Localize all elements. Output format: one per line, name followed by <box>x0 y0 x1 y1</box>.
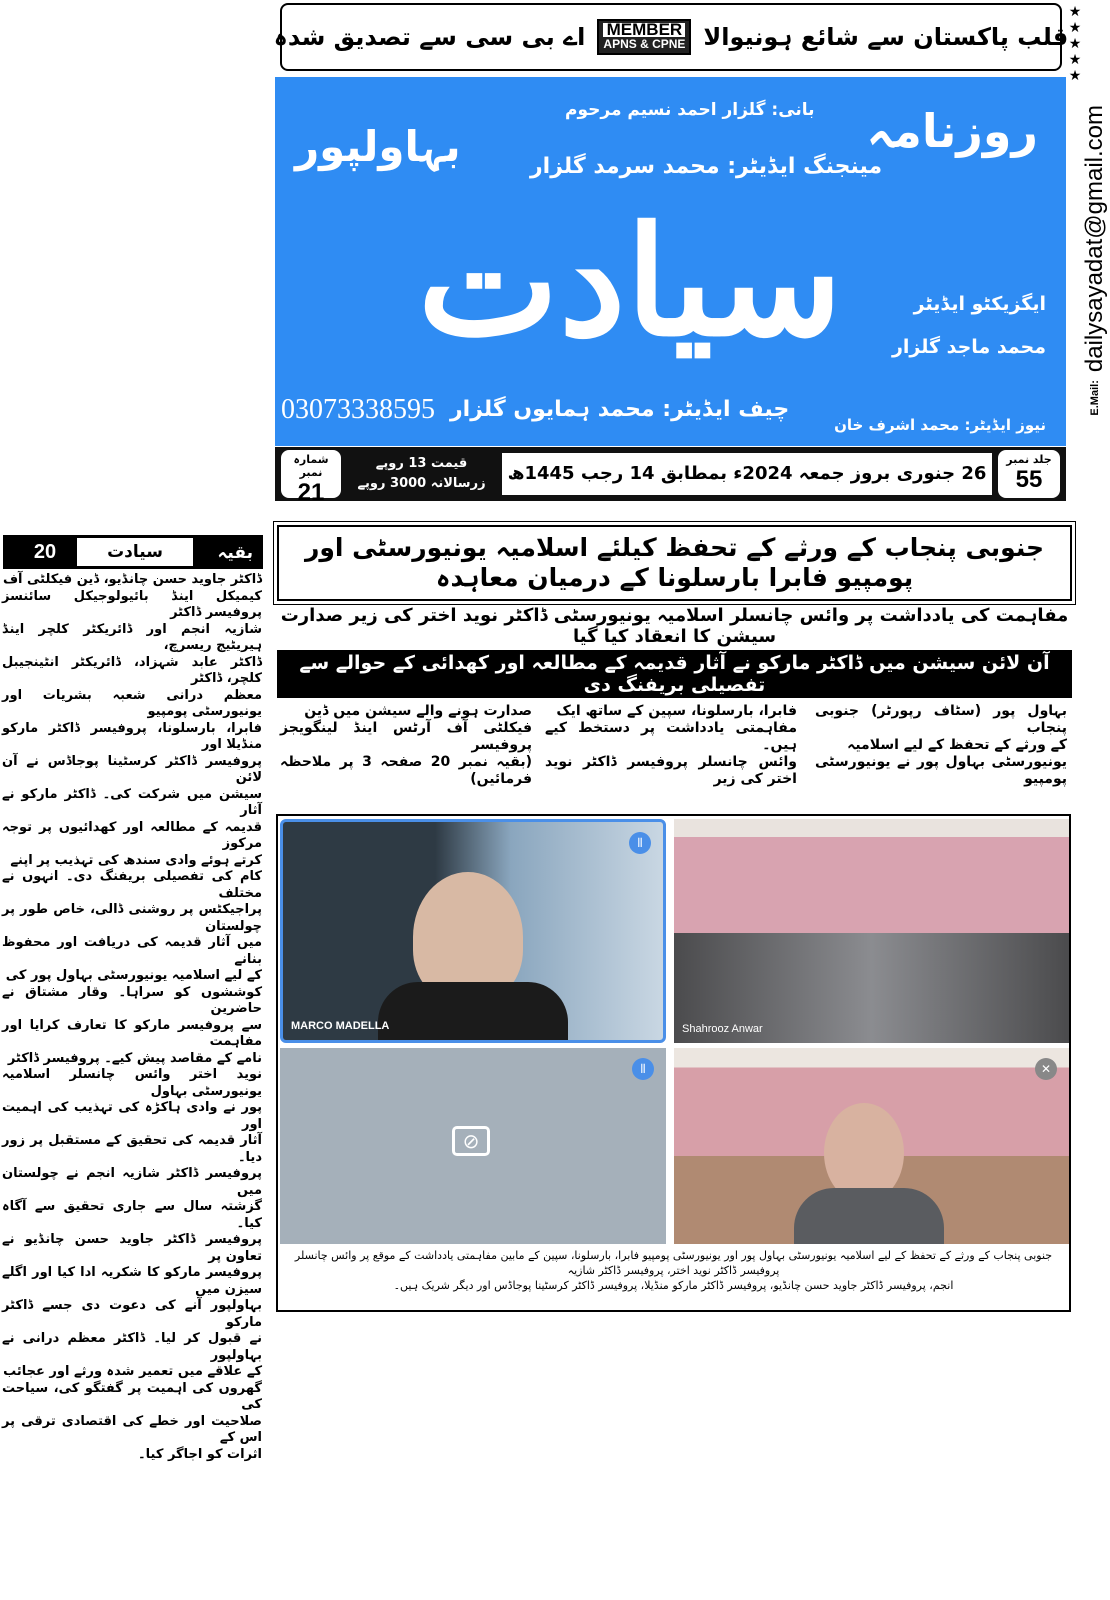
line: صدارت ہونے والے سیشن میں ڈین <box>304 703 532 719</box>
participant-name: MARCO MADELLA <box>291 1020 390 1032</box>
photo-marco <box>280 819 666 1043</box>
subheadline: مفاہمت کی یادداشت پر وائس چانسلر اسلامیہ یونیورسٹی ڈاکٹر نوید اختر کی زیر صدارت سیشن کا انعقاد کیا گیا <box>280 605 1069 647</box>
continued-line: کے علاقے میں تعمیر شدہ ورثے اور عجائب <box>3 1364 262 1379</box>
line: بہاول پور (سٹاف رپورٹر) جنوبی پنجاب <box>815 703 1067 736</box>
continued-line: پروفیسر مارکو کا شکریہ ادا کیا اور اگلے سیزن میں <box>2 1265 262 1297</box>
news-editor: نیوز ایڈیٹر: محمد اشرف خان <box>834 416 1046 434</box>
issue-box <box>281 450 341 506</box>
caption-line: جنوبی پنجاب کے ورثے کے تحفظ کے لیے اسلامیہ یونیورسٹی بہاول پور اور یونیورسٹی پومپیو فابرا، بارسلونا، سپین کے مابین مفاہمتی یادداشت کے موقع پر وائس چانسلر پروفیسر ڈاکٹر نوید اختر، پروفیسر ڈاکٹر شازیہ <box>294 1249 1053 1277</box>
managing-editor: مینجنگ ایڈیٹر: محمد سرمد گلزار <box>530 154 883 179</box>
article-column-3 <box>280 703 532 807</box>
date-text: 26 جنوری بروز جمعہ 2024ء بمطابق 14 رجب 1445ھ <box>502 453 992 495</box>
continued-line: کام کی تفصیلی بریفنگ دی۔ انہوں نے مختلف <box>2 869 262 901</box>
volume-box <box>998 450 1060 498</box>
annual-subscription: زرسالانہ 3000 روپے <box>357 476 486 491</box>
masthead <box>275 77 1066 446</box>
continued-line: کے لیے اسلامیہ یونیورسٹی بہاول پور کی <box>5 968 262 983</box>
article-column-2 <box>545 703 797 807</box>
photo-meeting <box>674 819 1069 1043</box>
masthead-prefix: روزنامہ <box>866 104 1038 158</box>
camera-off-icon: ⊘ <box>452 1126 490 1156</box>
continued-paper-name: سیادت <box>77 538 193 566</box>
continued-line: سے پروفیسر مارکو کا تعارف کرایا اور مفاہمت <box>2 1017 262 1049</box>
continued-line: ڈاکٹر عابد شہزاد، ڈائریکٹر انٹینجیبل کلچر، ڈاکٹر <box>2 654 262 686</box>
continued-line: گھروں کی اہمیت پر گفتگو کی، سیاحت کی <box>2 1380 262 1412</box>
continued-page-number: 20 <box>33 540 57 563</box>
continued-line: نوید اختر وائس چانسلر اسلامیہ یونیورسٹی بہاول <box>2 1067 262 1099</box>
caption-line: انجم، پروفیسر ڈاکٹر جاوید حسن چانڈیو، پروفیسر ڈاکٹر مارکو منڈیلا، پروفیسر ڈاکٹر کرسٹینا پوجاڈس اور دیگر شریک ہیں۔ <box>393 1279 954 1292</box>
line: کے ورثے کے تحفظ کے لیے اسلامیہ <box>847 737 1067 753</box>
email-address: dailysayadat@gmail.com <box>1081 104 1108 372</box>
continued-label: بقیہ <box>217 542 253 563</box>
line: (بقیہ نمبر 20 صفحہ 3 پر ملاحظہ فرمائیں) <box>280 754 532 787</box>
continued-line: نے قبول کر لیا۔ ڈاکٹر معظم درانی نے بہاولپور <box>2 1331 262 1363</box>
continued-line: اثرات کو اجاگر کیا۔ <box>138 1446 262 1462</box>
phone-number: 03073338595 <box>281 394 435 425</box>
email-vertical <box>1080 90 1110 430</box>
line: فابرا، بارسلونا، سپین کے ساتھ ایک <box>556 703 797 719</box>
continued-line: پروفیسر ڈاکٹر جاوید حسن چانڈیو نے تعاون پر <box>2 1232 262 1264</box>
continued-line: معظم درانی شعبہ بشریات اور یونیورسٹی پومپیو <box>2 687 262 719</box>
member-badge-line2: APNS & CPNE <box>603 37 686 51</box>
line: وائس چانسلر پروفیسر ڈاکٹر نوید اختر کی زیر <box>545 754 797 787</box>
audio-indicator-icon: ⦀ <box>632 1058 654 1080</box>
top-band-right-text: اے بی سی سے تصدیق شدہ <box>273 23 586 51</box>
issue-label: شمارہ نمبر <box>293 453 329 479</box>
executive-editor: محمد ماجد گلزار <box>891 336 1046 358</box>
continued-line: پروفیسر ڈاکٹر کرسٹینا پوجاڈس نے آن لائن <box>2 753 262 785</box>
member-badge <box>597 19 691 55</box>
continued-line: کوششوں کو سراہا۔ وقار مشتاق نے حاضرین <box>2 984 262 1016</box>
continued-line: آثار قدیمہ کی تحقیق کے مستقبل پر زور دیا۔ <box>2 1133 262 1165</box>
price-box <box>347 454 496 494</box>
volume-label: جلد نمبر <box>1006 453 1052 466</box>
person-body <box>794 1188 944 1244</box>
continued-line: ڈاکٹر جاوید حسن چانڈیو، ڈین فیکلٹی آف <box>2 572 262 587</box>
article-column-1 <box>815 703 1067 807</box>
continued-line: قدیمہ کے مطالعہ اور کھدائیوں پر توجہ مرکوز <box>2 819 262 851</box>
founder: بانی: گلزار احمد نسیم مرحوم <box>565 100 815 120</box>
camera-off-tile <box>280 1048 666 1244</box>
price: قیمت 13 روپے <box>375 456 468 471</box>
subheadline-banner-text: آن لائن سیشن میں ڈاکٹر مارکو نے آثار قدیمہ کے مطالعہ اور کھدائی کے حوالے سے تفصیلی بریفنگ دی <box>299 652 1050 696</box>
photo-participant <box>674 1048 1069 1244</box>
member-badge-line1: MEMBER <box>603 23 685 37</box>
continued-header <box>3 535 263 569</box>
continued-line: پور نے وادی ہاکڑہ کی تہذیب کی اہمیت اور <box>2 1100 262 1132</box>
date-bar <box>275 447 1066 506</box>
email-label: E.Mail: <box>1089 379 1101 416</box>
line: مفاہمتی یادداشت پر دستخط کیے ہیں۔ <box>545 720 797 753</box>
line: فیکلٹی آف آرٹس اینڈ لینگویجز پروفیسر <box>280 720 532 753</box>
continued-line: کرتے ہوئے وادی سندھ کی تہذیب پر اپنے <box>10 852 262 868</box>
continued-line: سیشن میں شرکت کی۔ ڈاکٹر مارکو نے آثار <box>2 786 262 818</box>
muted-mic-icon: ✕ <box>1035 1058 1057 1080</box>
subheadline-banner <box>277 650 1072 698</box>
continued-line: گزشتہ سال سے جاری تحقیق سے آگاہ کیا۔ <box>2 1199 262 1231</box>
line: یونیورسٹی بہاول پور نے یونیورسٹی پومپیو <box>815 754 1067 787</box>
photo-caption <box>286 1248 1061 1308</box>
masthead-city: بہاولپور <box>295 122 461 171</box>
stars-decoration: ★★★★★ <box>1068 4 1082 84</box>
participant-name: Shahrooz Anwar <box>682 1023 763 1035</box>
continued-column <box>2 572 262 1463</box>
continued-line: بہاولپور آنے کی دعوت دی جسے ڈاکٹر مارکو <box>2 1298 262 1330</box>
continued-line: پراجیکٹس پر روشنی ڈالی، خاص طور پر چولستان <box>2 902 262 934</box>
volume-number: 55 <box>1015 466 1043 493</box>
continued-line: شازیہ انجم اور ڈائریکٹر کلچر اینڈ ہیریٹیج ریسرچ، <box>2 621 262 653</box>
chief-editor: چیف ایڈیٹر: محمد ہمایوں گلزار <box>450 397 790 422</box>
photo-collage <box>276 814 1071 1312</box>
masthead-logo: سیادت <box>417 194 843 370</box>
continued-line: کیمیکل اینڈ بائیولوجیکل سائنسز پروفیسر ڈاکٹر <box>2 588 262 620</box>
top-band-left-text: قلب پاکستان سے شائع ہونیوالا <box>703 23 1069 51</box>
executive-editor-label: ایگزیکٹو ایڈیٹر <box>913 293 1046 315</box>
continued-line: نامے کے مقاصد پیش کیے۔ پروفیسر ڈاکٹر <box>7 1050 262 1066</box>
headline: جنوبی پنجاب کے ورثے کے تحفظ کیلئے اسلامیہ یونیورسٹی اور پومپیو فابرا بارسلونا کے درمیان معاہدہ <box>277 525 1072 601</box>
person-body <box>378 982 568 1043</box>
audio-indicator-icon: ⦀ <box>629 832 651 854</box>
top-band <box>273 3 1069 71</box>
continued-line: صلاحیت اور خطے کی اقتصادی ترقی پر اس کے <box>2 1413 262 1445</box>
continued-line: پروفیسر ڈاکٹر شازیہ انجم نے چولستان میں <box>2 1166 262 1198</box>
continued-line: میں آثار قدیمہ کی دریافت اور محفوظ بنانے <box>2 935 262 967</box>
issue-number: 21 <box>297 479 325 506</box>
continued-line: فابرا، بارسلونا، پروفیسر ڈاکٹر مارکو منڈیلا اور <box>2 720 262 752</box>
